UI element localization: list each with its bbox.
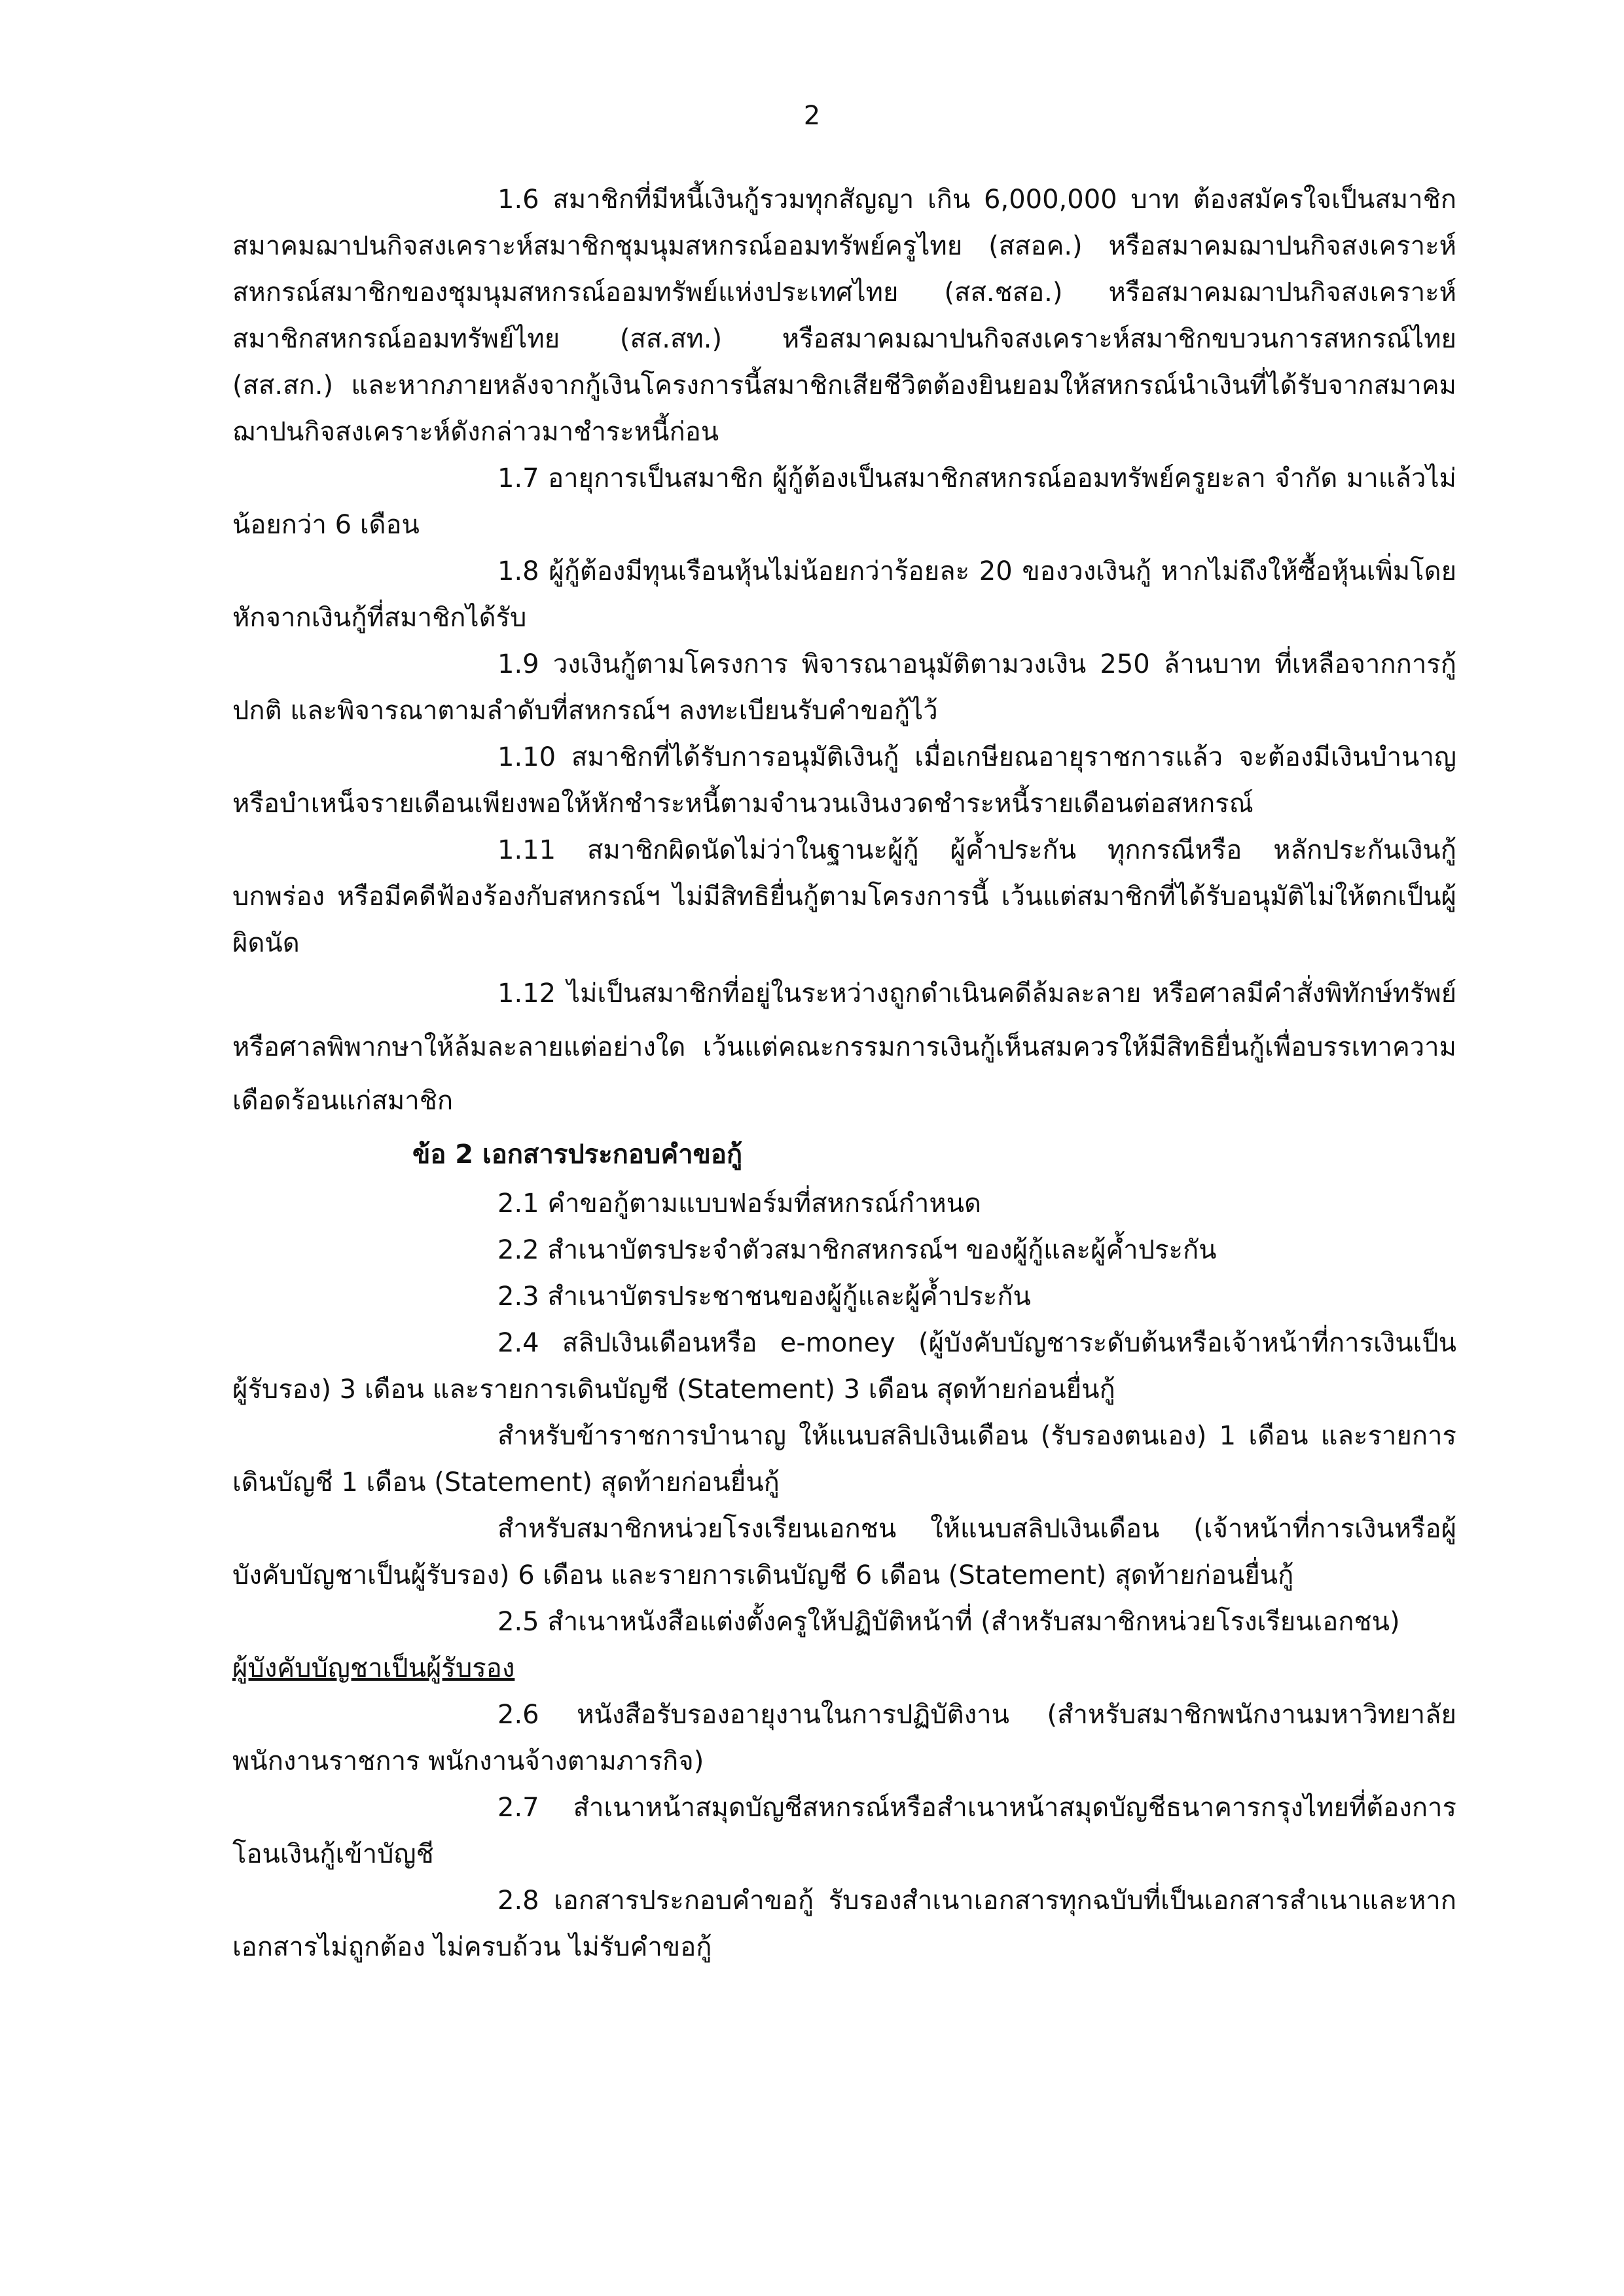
- clause-1-10: 1.10 สมาชิกที่ได้รับการอนุมัติเงินกู้ เมื่อเกษียณอายุราชการแล้ว จะต้องมีเงินบำนาญหรือบำเหน็จรายเดือนเพียงพอให้หักชำระหนี้ตามจำนวนเงินงวดชำระหนี้รายเดือนต่อสหกรณ์: [232, 742, 1456, 819]
- clause-1-8: 1.8 ผู้กู้ต้องมีทุนเรือนหุ้นไม่น้อยกว่าร้อยละ 20 ของวงเงินกู้ หากไม่ถึงให้ซื้อหุ้นเพิ่มโดยหักจากเงินกู้ที่สมาชิกได้รับ: [232, 556, 1456, 633]
- clause-2-1: 2.1 คำขอกู้ตามแบบฟอร์มที่สหกรณ์กำหนด: [497, 1189, 982, 1219]
- clause-1-6: 1.6 สมาชิกที่มีหนี้เงินกู้รวมทุกสัญญา เกิน 6,000,000 บาท ต้องสมัครใจเป็นสมาชิกสมาคมฌาปนกิจสงเคราะห์สมาชิกชุมนุมสหกรณ์ออมทรัพย์ครูไทย (สสอค.) หรือสมาคมฌาปนกิจสงเคราะห์สหกรณ์สมาชิกของชุมนุมสหกรณ์ออมทรัพย์แห่งประเทศไทย (สส.ชสอ.) หรือสมาคมฌาปนกิจสงเคราะห์สมาชิกสหกรณ์ออมทรัพย์ไทย (สส.สท.) หรือสมาคมฌาปนกิจสงเคราะห์สมาชิกขบวนการสหกรณ์ไทย (สส.สก.) และหากภายหลังจากกู้เงินโครงการนี้สมาชิกเสียชีวิตต้องยินยอมให้สหกรณ์นำเงินที่ได้รับจากสมาคมฌาปนกิจสงเคราะห์ดังกล่าวมาชำระหนี้ก่อน: [232, 185, 1456, 447]
- page-number: 2: [803, 101, 821, 131]
- clause-2-4: 2.4 สลิปเงินเดือนหรือ e-money (ผู้บังคับบัญชาระดับต้นหรือเจ้าหน้าที่การเงินเป็นผู้รับรอง) 3 เดือน และรายการเดินบัญชี (Statement) 3 เดือน สุดท้ายก่อนยื่นกู้: [232, 1328, 1456, 1405]
- clause-2-4-pension: สำหรับข้าราชการบำนาญ ให้แนบสลิปเงินเดือน (รับรองตนเอง) 1 เดือน และรายการเดินบัญชี 1 เดือน (Statement) สุดท้ายก่อนยื่นกู้: [232, 1421, 1456, 1498]
- clause-2-4-private-school: สำหรับสมาชิกหน่วยโรงเรียนเอกชน ให้แนบสลิปเงินเดือน (เจ้าหน้าที่การเงินหรือผู้บังคับบัญชาเป็นผู้รับรอง) 6 เดือน และรายการเดินบัญชี 6 เดือน (Statement) สุดท้ายก่อนยื่นกู้: [232, 1514, 1456, 1590]
- clause-2-5: 2.5 สำเนาหนังสือแต่งตั้งครูให้ปฏิบัติหน้าที่ (สำหรับสมาชิกหน่วยโรงเรียนเอกชน): [497, 1607, 1400, 1637]
- clause-1-12: 1.12 ไม่เป็นสมาชิกที่อยู่ในระหว่างถูกดำเนินคดีล้มละลาย หรือศาลมีคำสั่งพิทักษ์ทรัพย์หรือศาลพิพากษาให้ล้มละลายแต่อย่างใด เว้นแต่คณะกรรมการเงินกู้เห็นสมควรให้มีสิทธิยื่นกู้เพื่อบรรเทาความเดือดร้อนแก่สมาชิก: [232, 978, 1456, 1116]
- document-body: [232, 177, 1456, 1971]
- clause-2-5-underlined-note: ผู้บังคับบัญชาเป็นผู้รับรอง: [232, 1653, 515, 1683]
- clause-2-6: 2.6 หนังสือรับรองอายุงานในการปฏิบัติงาน (สำหรับสมาชิกพนักงานมหาวิทยาลัย พนักงานราชการ พนักงานจ้างตามภารกิจ): [232, 1700, 1456, 1776]
- clause-1-11: 1.11 สมาชิกผิดนัดไม่ว่าในฐานะผู้กู้ ผู้ค้ำประกัน ทุกกรณีหรือ หลักประกันเงินกู้บกพร่อง หรือมีคดีฟ้องร้องกับสหกรณ์ฯ ไม่มีสิทธิยื่นกู้ตามโครงการนี้ เว้นแต่สมาชิกที่ได้รับอนุมัติไม่ให้ตกเป็นผู้ผิดนัด: [232, 835, 1456, 958]
- clause-1-9: 1.9 วงเงินกู้ตามโครงการ พิจารณาอนุมัติตามวงเงิน 250 ล้านบาท ที่เหลือจากการกู้ปกติ และพิจารณาตามลำดับที่สหกรณ์ฯ ลงทะเบียนรับคำขอกู้ไว้: [232, 649, 1456, 726]
- section-2-heading: ข้อ 2 เอกสารประกอบคำขอกู้: [412, 1139, 743, 1170]
- clause-2-7: 2.7 สำเนาหน้าสมุดบัญชีสหกรณ์หรือสำเนาหน้าสมุดบัญชีธนาคารกรุงไทยที่ต้องการโอนเงินกู้เข้าบัญชี: [232, 1793, 1456, 1869]
- clause-2-3: 2.3 สำเนาบัตรประชาชนของผู้กู้และผู้ค้ำประกัน: [497, 1282, 1031, 1312]
- clause-2-2: 2.2 สำเนาบัตรประจำตัวสมาชิกสหกรณ์ฯ ของผู้กู้และผู้ค้ำประกัน: [497, 1235, 1217, 1265]
- clause-1-7: 1.7 อายุการเป็นสมาชิก ผู้กู้ต้องเป็นสมาชิกสหกรณ์ออมทรัพย์ครูยะลา จำกัด มาแล้วไม่น้อยกว่า 6 เดือน: [232, 463, 1456, 540]
- clause-2-8: 2.8 เอกสารประกอบคำขอกู้ รับรองสำเนาเอกสารทุกฉบับที่เป็นเอกสารสำเนาและหากเอกสารไม่ถูกต้อง ไม่ครบถ้วน ไม่รับคำขอกู้: [232, 1886, 1456, 1962]
